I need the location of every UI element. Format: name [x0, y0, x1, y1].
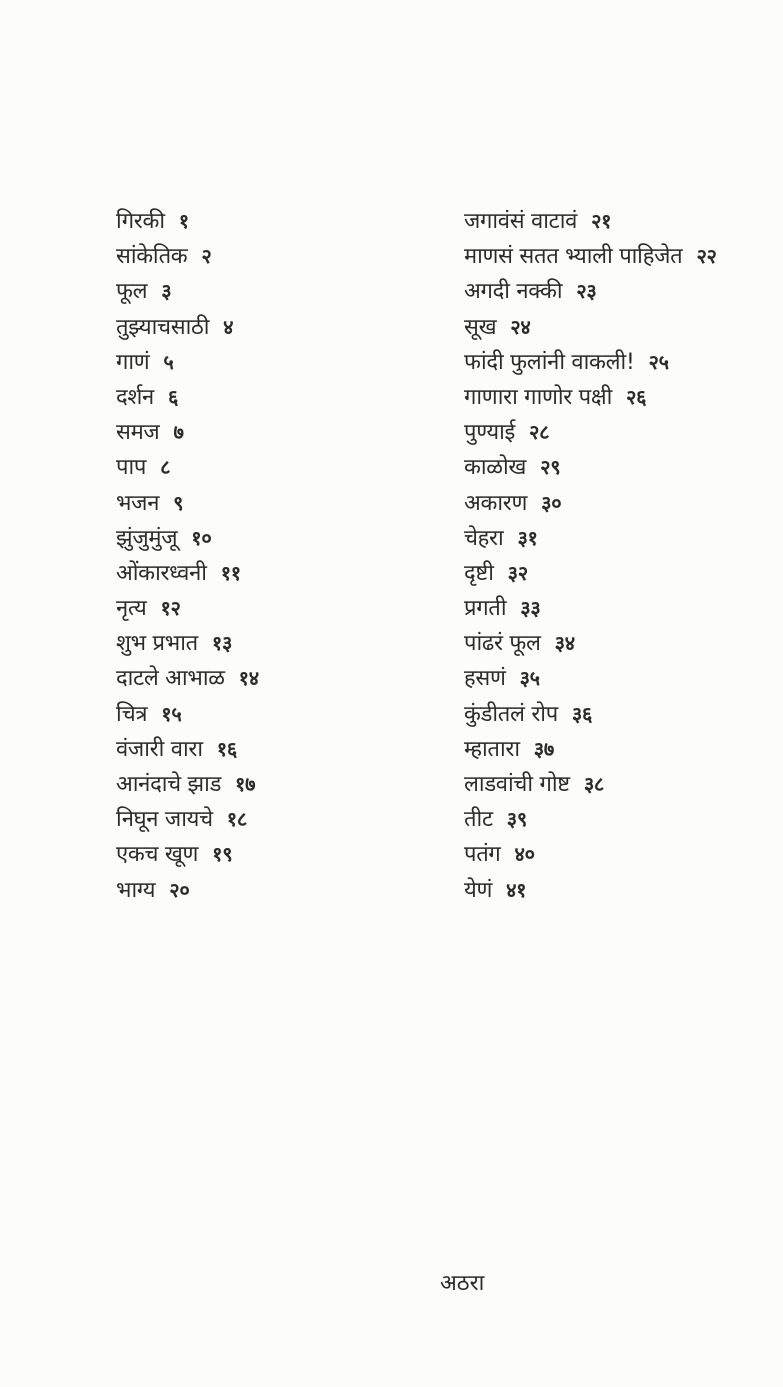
toc-entry-title: वंजारी वारा — [116, 736, 203, 762]
toc-entry — [116, 204, 436, 239]
toc-entry-title: हसणं — [464, 666, 506, 692]
toc-entry-page-number: २३ — [576, 279, 597, 304]
toc-entry-title: तुझ्याचसाठी — [116, 314, 210, 340]
toc-entry-title: दाटले आभाळ — [116, 666, 225, 692]
toc-entry — [464, 837, 779, 872]
toc-entry-title: निघून जायचे — [116, 807, 213, 833]
toc-entry — [116, 556, 436, 591]
toc-entry-title: दृष्टी — [464, 560, 494, 586]
toc-entry — [116, 380, 436, 415]
toc-entry-title: लाडवांची गोष्ट — [464, 772, 570, 797]
toc-entry — [116, 415, 436, 450]
toc-entry-page-number: २९ — [540, 455, 561, 480]
toc-entry — [116, 239, 436, 274]
toc-entry-title: अगदी नक्की — [464, 279, 563, 305]
toc-entry-page-number: ४० — [514, 842, 535, 867]
toc-entry-title: गाणारा गाणोर पक्षी — [464, 384, 613, 410]
toc-entry-title: पुण्याई — [464, 420, 516, 446]
toc-right-column — [464, 204, 779, 908]
toc-entry-title: एकच खूण — [116, 842, 199, 868]
toc-entry-title: म्हातारा — [464, 736, 520, 762]
toc-entry-page-number: ११ — [220, 560, 241, 585]
toc-entry-title: नृत्य — [116, 596, 147, 622]
toc-entry-page-number: ३० — [541, 490, 562, 515]
toc-entry — [464, 661, 779, 696]
toc-entry — [116, 345, 436, 380]
toc-entry — [116, 310, 436, 345]
toc-entry-page-number: ८ — [160, 455, 171, 480]
toc-entry-page-number: ३४ — [554, 631, 575, 656]
toc-entry — [464, 556, 779, 591]
toc-entry — [116, 837, 436, 872]
toc-entry — [116, 732, 436, 767]
toc-entry-page-number: १९ — [212, 842, 233, 867]
toc-entry-page-number: २६ — [626, 384, 647, 409]
toc-entry-page-number: १७ — [235, 772, 256, 796]
toc-entry-page-number: १० — [191, 525, 212, 550]
toc-entry — [464, 521, 779, 556]
toc-entry-title: गाणं — [116, 349, 150, 375]
toc-entry-title: प्रगती — [464, 596, 507, 622]
toc-entry-page-number: २८ — [529, 420, 550, 445]
toc-entry-title: भाग्य — [116, 877, 156, 903]
toc-entry — [116, 802, 436, 837]
toc-entry-title: चित्र — [116, 701, 148, 727]
toc-entry-page-number: ३३ — [520, 596, 541, 621]
toc-entry — [464, 345, 779, 380]
toc-entry — [464, 239, 779, 274]
toc-entry — [116, 661, 436, 696]
toc-entry-title: शुभ प्रभात — [116, 631, 198, 657]
toc-entry-page-number: ६ — [167, 384, 179, 409]
toc-entry — [464, 450, 779, 485]
toc-entry-title: सांकेतिक — [116, 244, 188, 270]
toc-entry-title: कुंडीतलं रोप — [464, 701, 558, 727]
page-number-footer: अठरा — [440, 1271, 485, 1296]
toc-entry-title: येणं — [464, 877, 493, 903]
toc-entry-page-number: ३९ — [506, 807, 527, 832]
toc-entry — [116, 274, 436, 309]
toc-entry-page-number: ३८ — [583, 772, 605, 796]
toc-entry-page-number: १५ — [161, 701, 182, 726]
toc-entry-title: चेहरा — [464, 525, 504, 551]
toc-entry-title: माणसं सतत भ्याली पाहिजेत — [464, 244, 683, 270]
toc-entry — [116, 767, 436, 802]
toc-entry-page-number: ३१ — [517, 525, 538, 550]
toc-entry — [464, 486, 779, 521]
toc-entry-title: ओंकारध्वनी — [116, 560, 207, 586]
toc-entry-page-number: १४ — [238, 666, 259, 691]
toc-entry — [464, 310, 779, 345]
toc-entry-title: आनंदाचे झाड — [116, 772, 222, 797]
toc-entry — [116, 521, 436, 556]
toc-entry-page-number: ३ — [161, 279, 172, 304]
toc-left-column — [116, 204, 436, 908]
toc-entry — [464, 204, 779, 239]
toc-entry-page-number: ४१ — [506, 877, 527, 902]
toc-entry — [116, 626, 436, 661]
toc-entry-page-number: ३७ — [533, 736, 554, 761]
toc-entry-page-number: ५ — [163, 349, 174, 374]
toc-entry-title: अकारण — [464, 490, 528, 516]
toc-entry-page-number: २१ — [591, 209, 612, 233]
toc-entry-page-number: ३२ — [507, 560, 528, 585]
toc-entry — [464, 415, 779, 450]
toc-entry-page-number: १२ — [160, 596, 181, 621]
toc-entry — [464, 732, 779, 767]
toc-entry-page-number: ३६ — [571, 701, 593, 726]
toc-entry-title: जगावंसं वाटावं — [464, 209, 578, 234]
toc-entry-title: काळोख — [464, 455, 527, 481]
toc-entry-title: झुंजुमुंजू — [116, 525, 178, 551]
toc-entry-page-number: १६ — [216, 736, 237, 761]
toc-entry — [464, 380, 779, 415]
toc-entry-page-number: २२ — [696, 244, 717, 269]
toc-entry-title: दर्शन — [116, 384, 154, 410]
toc-entry — [116, 591, 436, 626]
toc-entry — [116, 486, 436, 521]
toc-entry-page-number: २० — [169, 877, 190, 902]
toc-entry-page-number: १८ — [226, 807, 247, 832]
toc-entry — [116, 873, 436, 908]
toc-entry-title: पतंग — [464, 842, 501, 868]
toc-entry-page-number: २४ — [510, 314, 531, 339]
toc-entry — [464, 274, 779, 309]
toc-entry-title: भजन — [116, 490, 160, 516]
toc-entry-title: पाप — [116, 455, 147, 481]
toc-entry-page-number: २ — [201, 244, 212, 269]
toc-entry-title: गिरकी — [116, 209, 165, 234]
toc-entry-title: सूख — [464, 314, 497, 340]
toc-entry — [464, 697, 779, 732]
toc-entry-page-number: १ — [178, 209, 189, 233]
toc-entry — [464, 591, 779, 626]
toc-entry-page-number: १३ — [211, 631, 233, 656]
toc-entry-page-number: ९ — [173, 490, 184, 515]
toc-entry-title: फांदी फुलांनी वाकली! — [464, 349, 635, 375]
toc-entry-title: पांढरं फूल — [464, 631, 541, 657]
toc-entry — [464, 802, 779, 837]
toc-entry-title: तीट — [464, 807, 493, 833]
toc-entry — [464, 626, 779, 661]
toc-entry — [116, 450, 436, 485]
toc-entry-page-number: ७ — [173, 420, 184, 445]
toc-entry — [464, 767, 779, 802]
toc-entry-page-number: ३५ — [519, 666, 540, 691]
toc-entry-title: फूल — [116, 279, 148, 305]
toc-entry — [116, 697, 436, 732]
toc-entry-page-number: ४ — [223, 314, 234, 339]
toc-entry — [464, 873, 779, 908]
toc-entry-page-number: २५ — [648, 349, 669, 374]
toc-entry-title: समज — [116, 420, 160, 446]
